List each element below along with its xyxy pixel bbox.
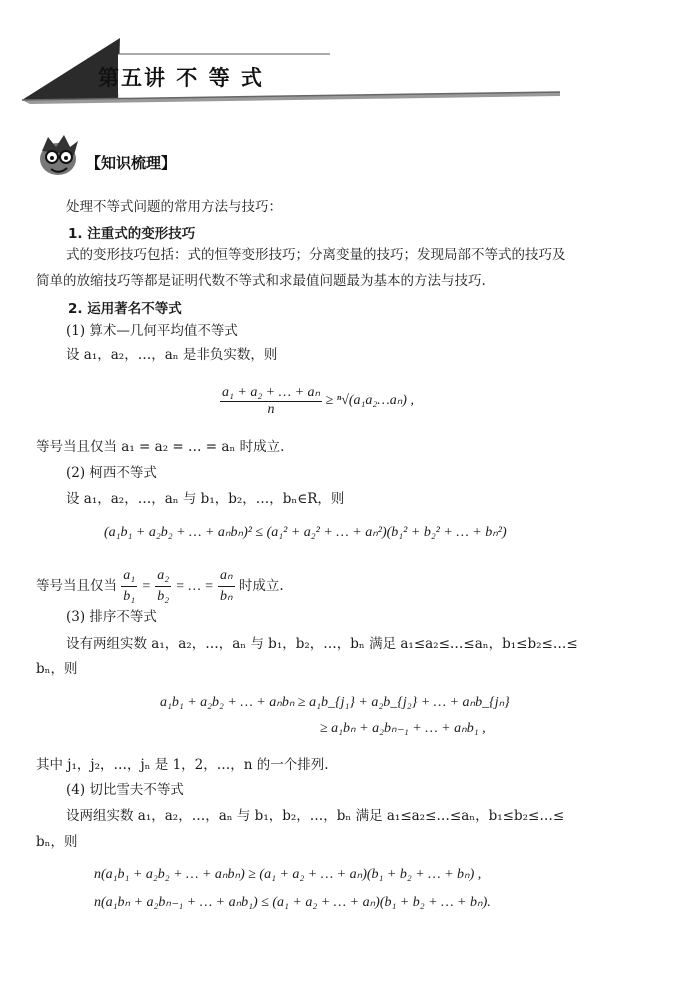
am-gm-numerator: a₁ + a₂ + … + aₙ — [222, 385, 321, 400]
heading-1: 1. 注重式的变形技巧 — [68, 226, 196, 242]
subsection-3-title: (3) 排序不等式 — [66, 609, 157, 625]
chebyshev-formula-2: n(a₁bₙ + a₂bₙ₋₁ + … + aₙb₁) ≤ (a₁ + a₂ + … + aₙ)(b₁ + b₂ + … + bₙ). — [94, 895, 491, 910]
frac-1-num: a₁ — [121, 566, 137, 587]
subsection-4-text-2: bₙ，则 — [36, 834, 78, 850]
am-gm-formula — [220, 384, 414, 418]
frac-n-num: aₙ — [218, 566, 235, 587]
subsection-2-text: 设 a₁，a₂，…，aₙ 与 b₁，b₂，…，bₙ∈R，则 — [66, 491, 345, 507]
chapter-title: 第五讲 不 等 式 — [98, 66, 264, 90]
frac-2-den: b₂ — [157, 589, 170, 604]
subsection-1-title: (1) 算术—几何平均值不等式 — [66, 323, 238, 339]
cauchy-frac-2 — [155, 566, 171, 607]
permutation-note: 其中 j₁，j₂，…，jₙ 是 1，2，…，n 的一个排列. — [36, 757, 329, 773]
frac-n-den: bₙ — [220, 589, 233, 604]
subsection-2-title: (2) 柯西不等式 — [66, 465, 157, 481]
teacher-mascot-icon — [34, 133, 84, 179]
subsection-3-text-2: bₙ，则 — [36, 661, 78, 677]
subsection-4-text-1: 设两组实数 a₁，a₂，…，aₙ 与 b₁，b₂，…，bₙ 满足 a₁≤a₂≤…≤aₙ，b₁≤b₂≤…≤ — [66, 808, 565, 824]
subsection-1-text: 设 a₁，a₂，…，aₙ 是非负实数，则 — [66, 347, 278, 363]
paragraph-1-line-2: 简单的放缩技巧等都是证明代数不等式和求最值问题最为基本的方法与技巧. — [36, 273, 486, 289]
heading-2: 2. 运用著名不等式 — [68, 301, 182, 317]
intro-text: 处理不等式问题的常用方法与技巧： — [66, 199, 282, 215]
frac-1-den: b₁ — [123, 589, 136, 604]
cauchy-eq-post: 时成立. — [238, 578, 284, 594]
paragraph-1-line-1: 式的变形技巧包括：式的恒等变形技巧；分离变量的技巧；发现局部不等式的技巧及 — [66, 247, 566, 263]
chebyshev-formula-1: n(a₁b₁ + a₂b₂ + … + aₙbₙ) ≥ (a₁ + a₂ + … + aₙ)(b₁ + b₂ + … + bₙ) , — [94, 867, 482, 882]
am-gm-rhs: ≥ ⁿ√(a₁a₂…aₙ) , — [325, 393, 414, 409]
am-gm-equality-condition: 等号当且仅当 a₁ = a₂ = … = aₙ 时成立. — [36, 439, 285, 455]
subsection-4-title: (4) 切比雪夫不等式 — [66, 782, 184, 798]
cauchy-frac-n — [218, 566, 235, 607]
chapter-header-banner — [0, 0, 683, 110]
cauchy-eq-pre: 等号当且仅当 — [36, 578, 117, 594]
equals-ellipsis: = … = — [175, 579, 214, 594]
cauchy-frac-1 — [121, 566, 137, 607]
cauchy-equality-condition — [36, 566, 284, 607]
am-gm-denominator: n — [267, 402, 275, 417]
rearrangement-formula-1: a₁b₁ + a₂b₂ + … + aₙbₙ ≥ a₁b_{j₁} + a₂b_{j₂} + … + aₙb_{jₙ} — [160, 695, 510, 710]
frac-2-num: a₂ — [155, 566, 171, 587]
am-gm-fraction — [220, 384, 322, 418]
rearrangement-formula-2: ≥ a₁bₙ + a₂bₙ₋₁ + … + aₙb₁ , — [320, 721, 486, 736]
subsection-3-text-1: 设有两组实数 a₁，a₂，…，aₙ 与 b₁，b₂，…，bₙ 满足 a₁≤a₂≤…≤aₙ，b₁≤b₂≤…≤ — [66, 636, 578, 652]
cauchy-formula: (a₁b₁ + a₂b₂ + … + aₙbₙ)² ≤ (a₁² + a₂² + … + aₙ²)(b₁² + b₂² + … + bₙ²) — [104, 525, 507, 540]
equals-sign: = — [141, 579, 151, 594]
section-title: 【知识梳理】 — [86, 154, 177, 172]
